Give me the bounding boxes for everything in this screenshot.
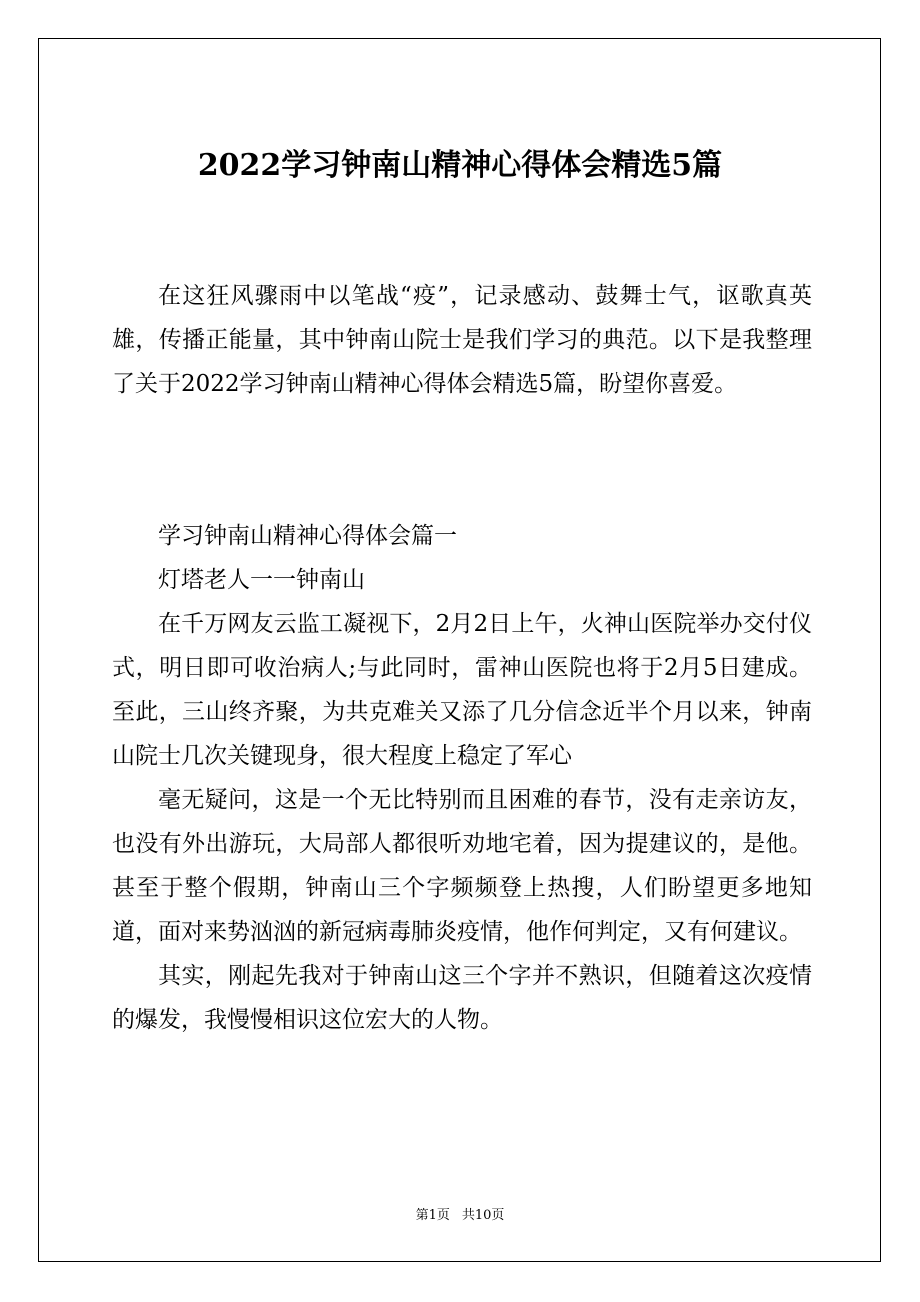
page-number-current: 第1页 — [415, 1208, 450, 1223]
intro-paragraph: 在这狂风骤雨中以笔战“疫”，记录感动、鼓舞士气，讴歌真英雄，传播正能量，其中钟南山院士是我们学习的典范。以下是我整理了关于2022学习钟南山精神心得体会精选5篇，盼望你喜爱。 — [112, 283, 812, 397]
page-number-total: 共10页 — [461, 1208, 505, 1223]
article-body — [112, 514, 812, 1042]
body-paragraph: 毫无疑问，这是一个无比特别而且困难的春节，没有走亲访友，也没有外出游玩，大局部人都很听劝地宅着，因为提建议的，是他。甚至于整个假期，钟南山三个字频频登上热搜，人们盼望更多地知道，面对来势汹汹的新冠病毒肺炎疫情，他作何判定，又有何建议。 — [112, 787, 812, 945]
intro-block — [112, 274, 812, 406]
document-title: 2022学习钟南山精神心得体会精选5篇 — [197, 148, 723, 183]
section-heading: 学习钟南山精神心得体会篇一 — [158, 523, 457, 549]
section-subheading: 灯塔老人一一钟南山 — [158, 567, 365, 593]
body-paragraph: 其实，刚起先我对于钟南山这三个字并不熟识，但随着这次疫情的爆发，我慢慢相识这位宏大的人物。 — [112, 963, 812, 1033]
page-footer — [0, 1207, 920, 1225]
body-paragraph: 在千万网友云监工凝视下，2月2日上午，火神山医院举办交付仪式，明日即可收治病人;与此同时，雷神山医院也将于2月5日建成。至此，三山终齐聚，为共克难关又添了几分信念近半个月以来，钟南山院士几次关键现身，很大程度上稳定了军心 — [112, 611, 812, 769]
